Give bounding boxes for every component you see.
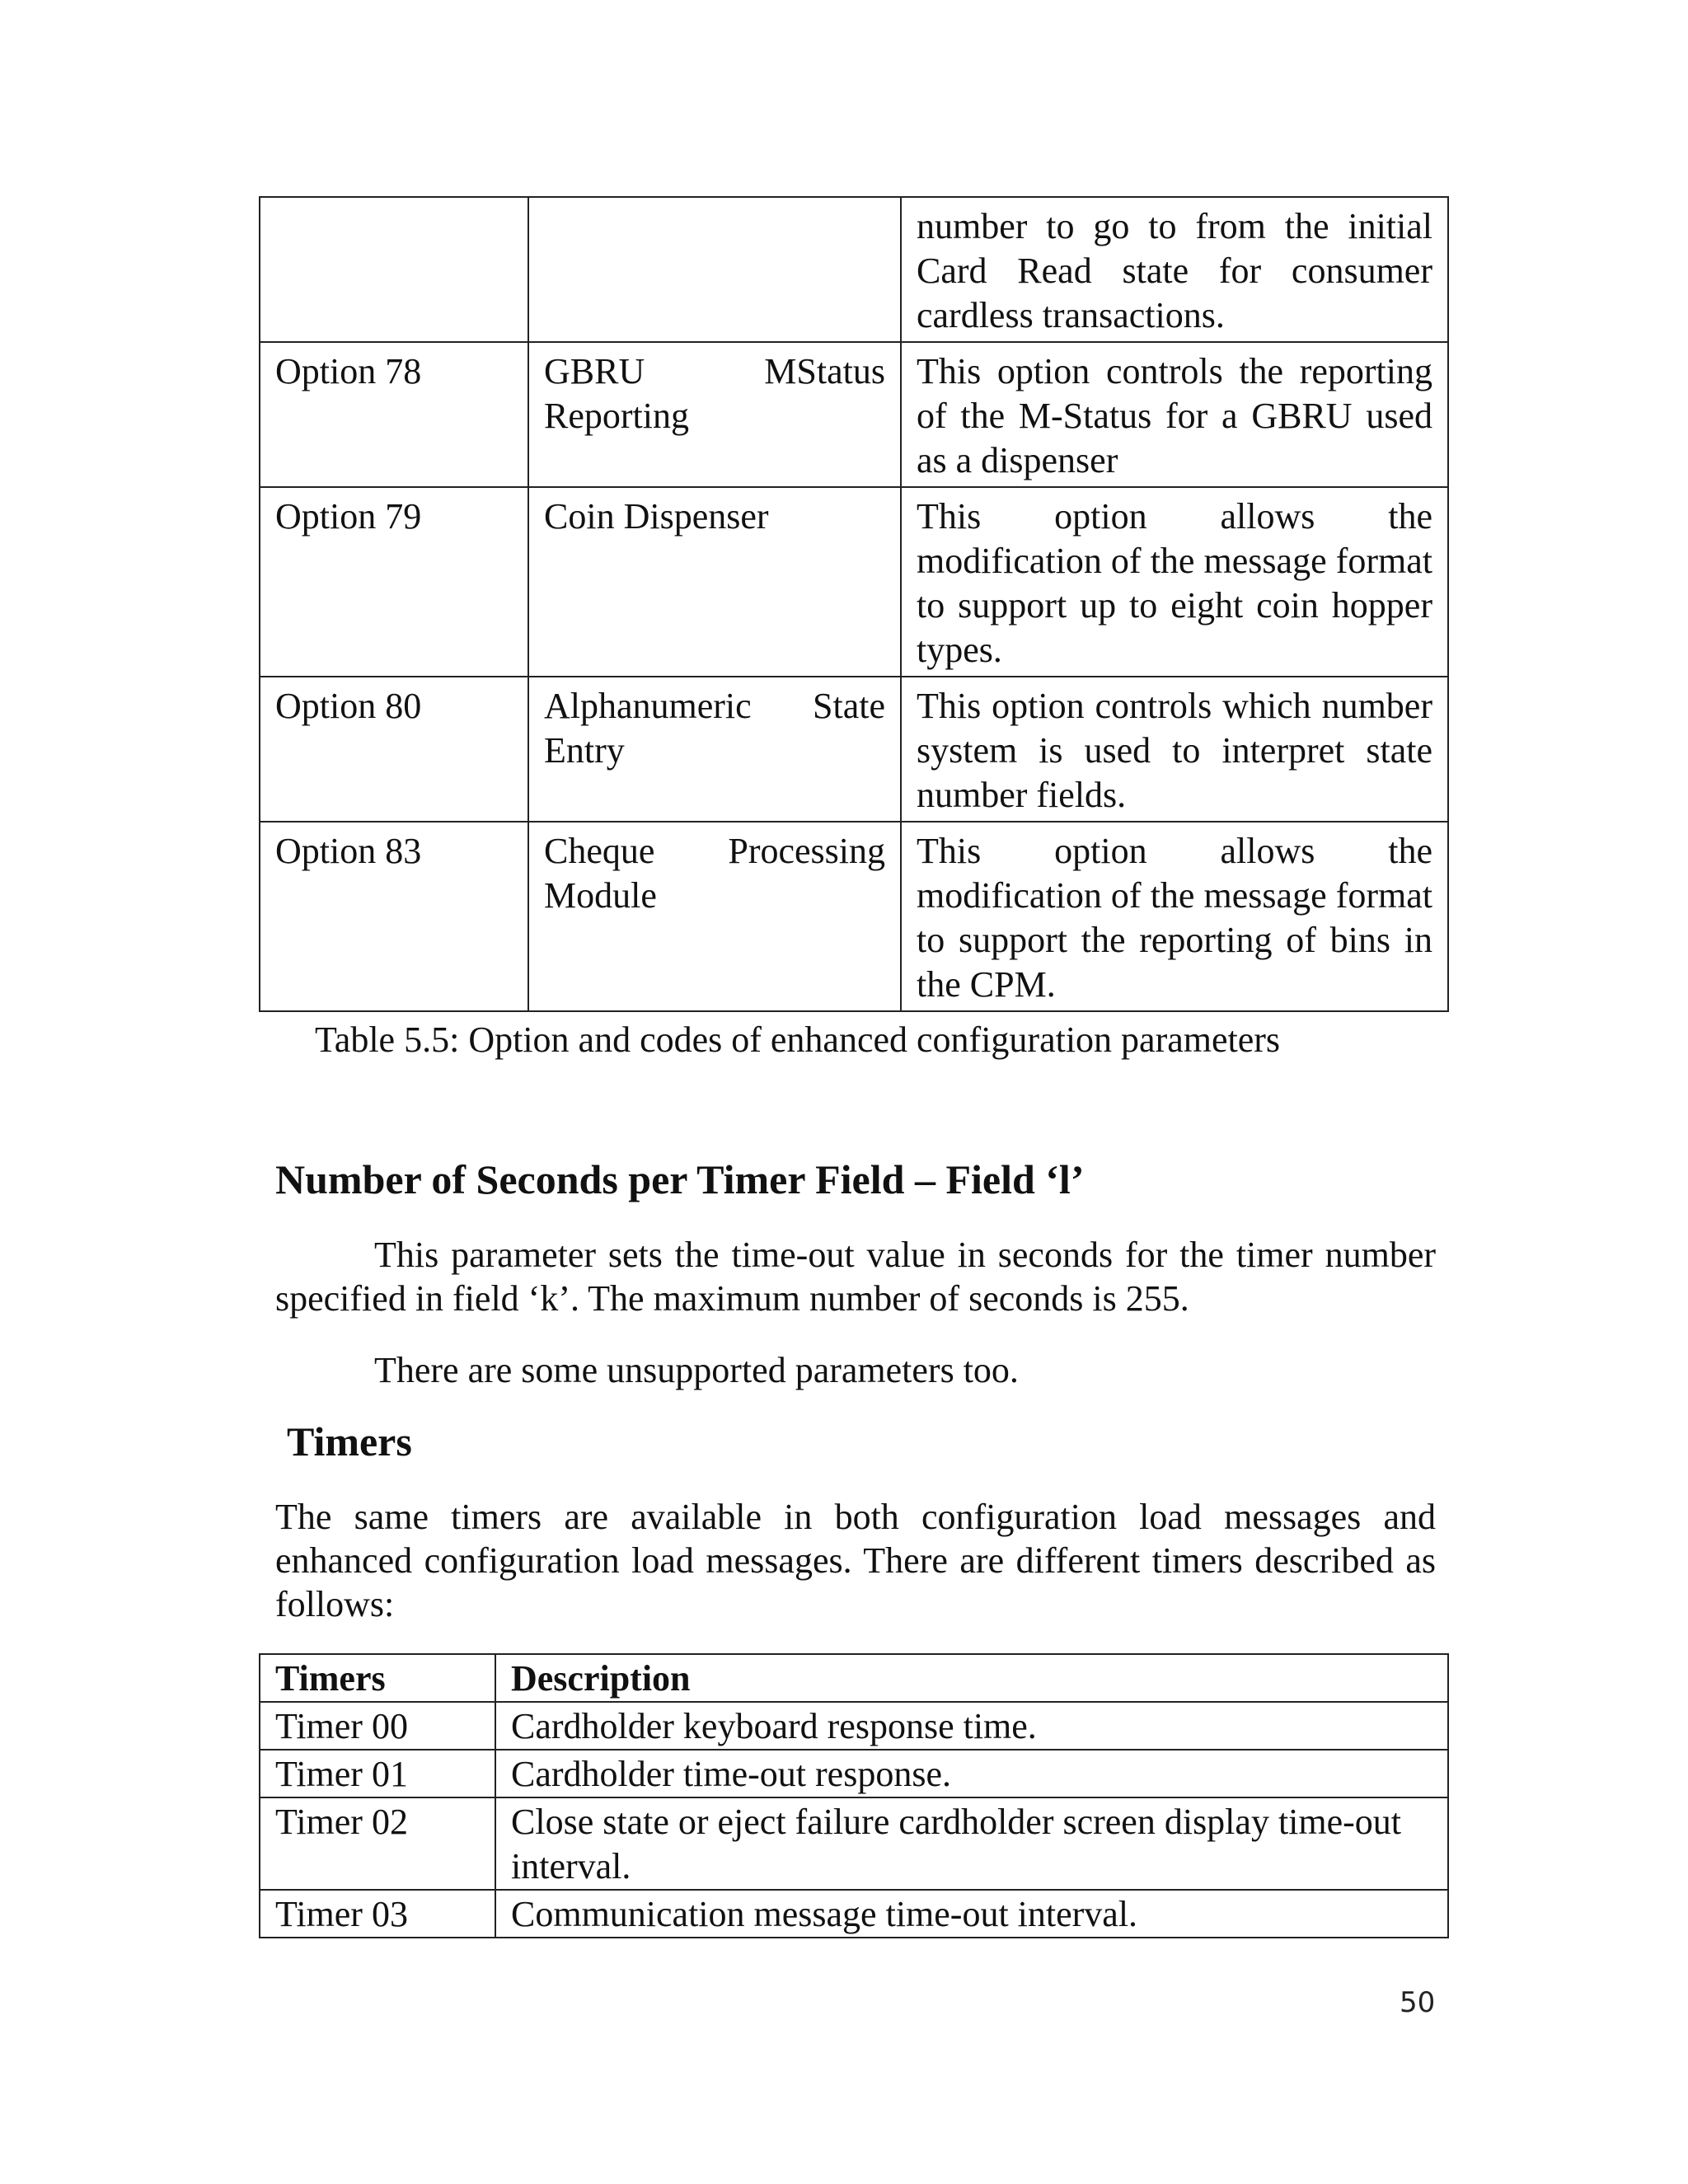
timer-cell: Timer 01 [260, 1750, 495, 1797]
table-row [260, 1702, 1448, 1750]
table-header-row [260, 1654, 1448, 1702]
option-description-cell: This option controls which number system is used to interpret state number fields. [901, 677, 1448, 822]
table-row [260, 1750, 1448, 1797]
timer-cell: Timer 02 [260, 1797, 495, 1890]
timer-cell: Timer 00 [260, 1702, 495, 1750]
table-row [260, 822, 1448, 1011]
paragraph: There are some unsupported parameters too. [374, 1350, 1019, 1390]
option-description-cell: This option controls the reporting of the M-Status for a GBRU used as a dispenser [901, 342, 1448, 487]
option-cell: Option 78 [260, 342, 528, 487]
options-table [259, 196, 1449, 1012]
option-name-cell: Cheque Processing Module [528, 822, 901, 1011]
timer-description-cell: Communication message time-out interval. [495, 1890, 1448, 1938]
table-row [260, 1890, 1448, 1938]
option-cell: Option 83 [260, 822, 528, 1011]
timer-description-cell: Cardholder keyboard response time. [495, 1702, 1448, 1750]
column-header: Timers [260, 1654, 495, 1702]
column-header: Description [495, 1654, 1448, 1702]
option-name-cell: Alphanumeric State Entry [528, 677, 901, 822]
timer-description-cell: Cardholder time-out response. [495, 1750, 1448, 1797]
option-name-cell: Coin Dispenser [528, 487, 901, 677]
timers-table [259, 1653, 1449, 1938]
option-cell [260, 197, 528, 342]
section-heading: Number of Seconds per Timer Field – Field ‘l’ [275, 1156, 1085, 1202]
table-row [260, 487, 1448, 677]
page-number: 50 [1400, 1986, 1436, 2019]
timers-heading: Timers [287, 1418, 412, 1465]
option-cell: Option 79 [260, 487, 528, 677]
table-caption: Table 5.5: Option and codes of enhanced configuration parameters [315, 1019, 1281, 1060]
table-row [260, 342, 1448, 487]
option-description-cell: This option allows the modification of the message format to support the reporting of bins in the CPM. [901, 822, 1448, 1011]
table-row [260, 197, 1448, 342]
table-row [260, 677, 1448, 822]
option-description-cell: This option allows the modification of the message format to support up to eight coin hopper types. [901, 487, 1448, 677]
option-cell: Option 80 [260, 677, 528, 822]
option-description-cell: number to go to from the initial Card Read state for consumer cardless transactions. [901, 197, 1448, 342]
timer-cell: Timer 03 [260, 1890, 495, 1938]
paragraph: This parameter sets the time-out value in seconds for the timer number specified in field ‘k’. The maximum number of seconds is 255. [275, 1235, 1436, 1319]
timers-intro: The same timers are available in both configuration load messages and enhanced configuration load messages. There are different timers described as follows: [275, 1497, 1436, 1624]
option-name-cell: GBRU MStatus Reporting [528, 342, 901, 487]
table-row [260, 1797, 1448, 1890]
timer-description-cell: Close state or eject failure cardholder screen display time-out interval. [495, 1797, 1448, 1890]
option-name-cell [528, 197, 901, 342]
